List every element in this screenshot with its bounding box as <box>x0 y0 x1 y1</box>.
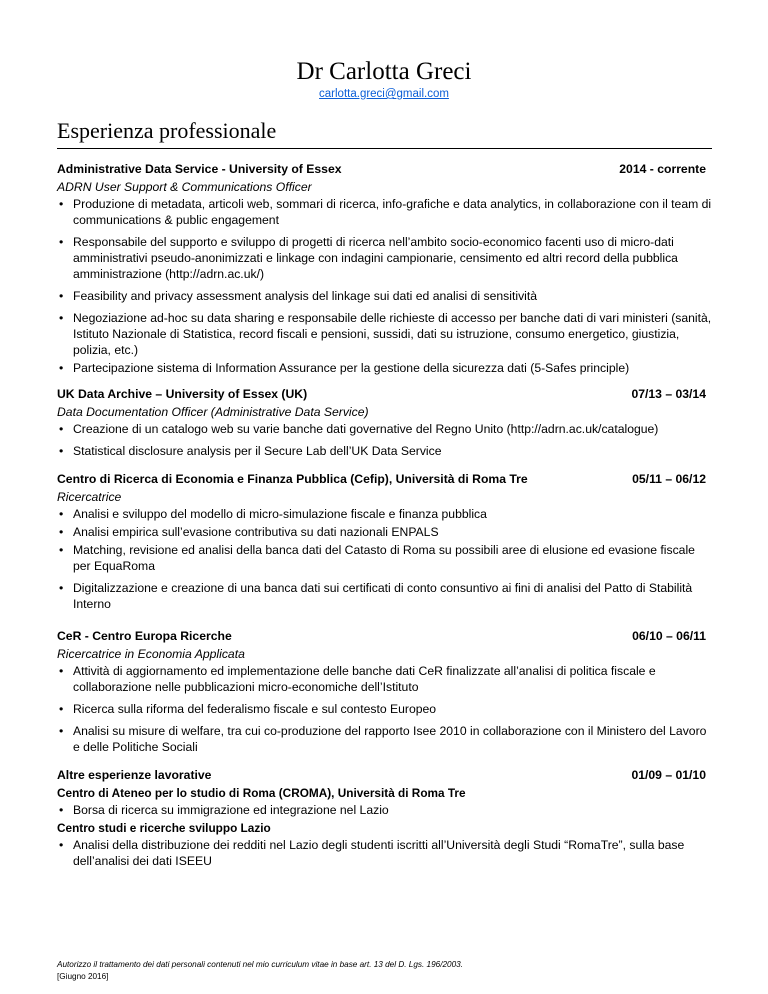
job-org: UK Data Archive – University of Essex (UK) <box>57 387 308 401</box>
job-role: Data Documentation Officer (Administrative Data Service) <box>57 405 369 419</box>
document-date: [Giugno 2016] <box>57 972 109 981</box>
sub-organization: Centro di Ateneo per lo studio di Roma (CROMA), Università di Roma Tre <box>57 786 466 800</box>
job-bullets <box>57 802 712 818</box>
job-dates: 06/10 – 06/11 <box>632 629 706 643</box>
job-entry <box>57 386 712 459</box>
list-item: • Creazione di un catalogo web su varie banche dati governative del Regno Unito (http://adrn.ac.uk/catalogue) <box>57 421 712 437</box>
list-item: • Analisi e sviluppo del modello di micro-simulazione fiscale e finanza pubblica <box>57 506 712 522</box>
privacy-note: Autorizzo il trattamento dei dati personali contenuti nel mio curriculum vitae in base art. 13 del D. Lgs. 196/2003. <box>57 960 463 969</box>
job-bullets <box>57 837 712 869</box>
list-item: • Attività di aggiornamento ed implementazione delle banche dati CeR finalizzate all’analisi di politica fiscale e collaborazione nelle pubblicazioni micro-economiche dell’Istituto <box>57 663 712 695</box>
job-entry <box>57 161 712 376</box>
job-bullets <box>57 506 712 612</box>
job-role: Ricercatrice <box>57 490 122 504</box>
section-divider <box>57 148 712 149</box>
list-item: • Ricerca sulla riforma del federalismo fiscale e sul contesto Europeo <box>57 701 712 717</box>
list-item: • Produzione di metadata, articoli web, sommari di ricerca, info-grafiche e data analytics, in collaborazione con il team di communications & public engagement <box>57 196 712 228</box>
job-org: CeR - Centro Europa Ricerche <box>57 629 232 643</box>
job-entry <box>57 767 712 869</box>
job-dates: 07/13 – 03/14 <box>631 387 706 401</box>
job-dates: 01/09 – 01/10 <box>631 768 706 782</box>
list-item: • Statistical disclosure analysis per il Secure Lab dell’UK Data Service <box>57 443 712 459</box>
job-bullets <box>57 196 712 376</box>
list-item: • Partecipazione sistema di Information Assurance per la gestione della sicurezza dati (5-Safes principle) <box>57 360 712 376</box>
job-bullets <box>57 421 712 459</box>
list-item: • Matching, revisione ed analisi della banca dati del Catasto di Roma su possibili aree di elusione ed evasione fiscale per EquaRoma <box>57 542 712 574</box>
job-org: Administrative Data Service - University of Essex <box>57 162 342 176</box>
email-link[interactable]: carlotta.greci@gmail.com <box>319 88 449 100</box>
list-item: • Negoziazione ad-hoc su data sharing e responsabile delle richieste di accesso per banche dati di vari ministeri (sanità, Istituto Nazionale di Statistica, record fiscali e pensioni, sussidi, dati su istruzione, consumo energetico, giustizia, polizia, etc.) <box>57 310 712 358</box>
list-item: • Analisi della distribuzione dei redditi nel Lazio degli studenti iscritti all’Università degli Studi “RomaTre”, sulla base dell’analisi dei dati ISEEU <box>57 837 712 869</box>
job-bullets <box>57 663 712 755</box>
job-entry <box>57 628 712 755</box>
job-role: ADRN User Support & Communications Officer <box>57 180 312 194</box>
list-item: • Feasibility and privacy assessment analysis del linkage sui dati ed analisi di sensitività <box>57 288 712 304</box>
job-org: Centro di Ricerca di Economia e Finanza Pubblica (Cefip), Università di Roma Tre <box>57 472 528 486</box>
job-role: Ricercatrice in Economia Applicata <box>57 647 245 661</box>
list-item: • Analisi empirica sull’evasione contributiva su dati nazionali ENPALS <box>57 524 712 540</box>
experience-list <box>57 161 712 875</box>
job-dates: 05/11 – 06/12 <box>632 472 706 486</box>
list-item: • Responsabile del supporto e sviluppo di progetti di ricerca nell’ambito socio-economico facenti uso di micro-dati amministrativi pseudo-anonimizzati e linkage con indagini campionarie, censimento ed altri record della pubblica amministrazione (http://adrn.ac.uk/) <box>57 234 712 282</box>
job-org: Altre esperienze lavorative <box>57 768 212 782</box>
section-title: Esperienza professionale <box>57 118 277 143</box>
list-item: • Analisi su misure di welfare, tra cui co-produzione del rapporto Isee 2010 in collaborazione con il Ministero del Lavoro e delle Politiche Sociali <box>57 723 712 755</box>
job-dates: 2014 - corrente <box>619 162 706 176</box>
sub-organization: Centro studi e ricerche sviluppo Lazio <box>57 821 271 835</box>
job-entry <box>57 471 712 612</box>
list-item: • Digitalizzazione e creazione di una banca dati sui certificati di conto consuntivo ai fini di analisi del Patto di Stabilità Interno <box>57 580 712 612</box>
list-item: • Borsa di ricerca su immigrazione ed integrazione nel Lazio <box>57 802 712 818</box>
person-name: Dr Carlotta Greci <box>296 58 472 85</box>
